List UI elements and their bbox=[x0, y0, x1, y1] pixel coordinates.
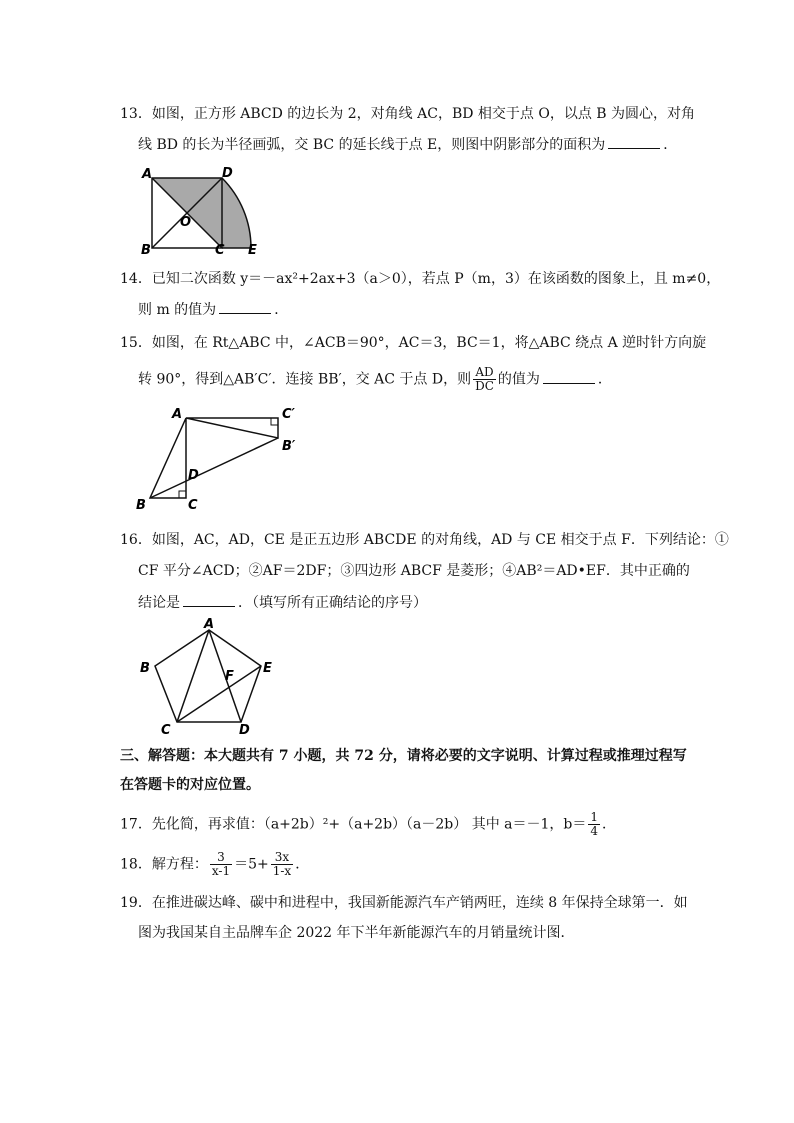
q18-f1-den: x-1 bbox=[211, 864, 231, 878]
answer-blank bbox=[219, 299, 271, 314]
q15-figure bbox=[130, 400, 310, 516]
q18-f2-num: 3x bbox=[271, 851, 293, 865]
q14-text: 则 m 的值为 bbox=[138, 302, 217, 318]
q16-text-b: ．（填写所有正确结论的序号） bbox=[238, 595, 427, 611]
label-e: E bbox=[248, 243, 257, 256]
q13-line1: 13．如图，正方形 ABCD 的边长为 2，对角线 AC，BD 相交于点 O，以点 B 为圆心，对角 bbox=[120, 106, 696, 122]
q15-segment-bb1 bbox=[150, 438, 278, 498]
q17-fraction bbox=[588, 811, 600, 838]
answer-blank bbox=[608, 134, 660, 149]
q13-shaded-region bbox=[152, 178, 251, 248]
label-c: C bbox=[215, 243, 225, 256]
q17-frac-num: 1 bbox=[590, 810, 599, 824]
label-c: C bbox=[188, 498, 198, 513]
label-b-prime: B′ bbox=[282, 439, 296, 454]
label-o: O bbox=[180, 215, 192, 230]
label-b: B bbox=[140, 661, 150, 676]
q15-line2 bbox=[138, 366, 612, 393]
answer-blank bbox=[183, 592, 235, 607]
q18-fraction-2 bbox=[271, 851, 293, 878]
answer-blank bbox=[543, 369, 595, 384]
q19-line2: 图为我国某自主品牌车企 2022 年下半年新能源汽车的月销量统计图． bbox=[138, 925, 575, 941]
section3-heading-line1: 三、解答题：本大题共有 7 小题，共 72 分，请将必要的文字说明、计算过程或推理过程写 bbox=[120, 748, 687, 764]
label-a: A bbox=[142, 167, 153, 182]
q15-text: 转 90°，得到△AB′C′．连接 BB′，交 AC 于点 D，则 bbox=[138, 371, 472, 388]
q15-end: ． bbox=[597, 371, 612, 388]
q18-f2-den: 1-x bbox=[272, 864, 292, 878]
q15-right-angle-c1 bbox=[271, 418, 278, 425]
q18-mid: ＝5+ bbox=[234, 856, 269, 873]
q16-line2: CF 平分∠ACD；②AF＝2DF；③四边形 ABCF 是菱形；④AB²＝AD•EF．其中正确的 bbox=[138, 563, 690, 579]
q15-triangle-ab1c1 bbox=[186, 418, 278, 438]
q13-text: 线 BD 的长为半径画弧，交 BC 的延长线于点 E，则图中阴影部分的面积为 bbox=[138, 137, 606, 153]
label-d: D bbox=[222, 166, 233, 181]
q16-line1: 16．如图，AC，AD，CE 是正五边形 ABCDE 的对角线，AD 与 CE 相交于点 F．下列结论：① bbox=[120, 532, 729, 548]
q14-end: ． bbox=[274, 302, 289, 318]
q15-frac-den: DC bbox=[475, 379, 494, 393]
label-d: D bbox=[188, 468, 199, 483]
q18-line bbox=[120, 851, 309, 878]
q15-frac-num: AD bbox=[473, 366, 496, 380]
q17-frac-den: 4 bbox=[590, 824, 599, 838]
label-a: A bbox=[172, 407, 183, 422]
q13-figure bbox=[138, 164, 268, 256]
q15-line1: 15．如图，在 Rt△ABC 中，∠ACB＝90°，AC＝3，BC＝1，将△ABC 绕点 A 逆时针方向旋 bbox=[120, 335, 707, 351]
q13-line2 bbox=[138, 134, 677, 155]
label-c-prime: C′ bbox=[282, 407, 295, 422]
q17-end: ． bbox=[602, 816, 617, 833]
q15-triangle-abc bbox=[150, 418, 186, 498]
label-a: A bbox=[204, 617, 215, 632]
q18-end: ． bbox=[295, 856, 310, 873]
q16-text: 结论是 bbox=[138, 595, 180, 611]
q14-line2 bbox=[138, 299, 288, 320]
q19-line1: 19．在推进碳达峰、碳中和进程中，我国新能源汽车产销两旺，连续 8 年保持全球第一．如 bbox=[120, 895, 688, 911]
q18-prefix: 18．解方程： bbox=[120, 856, 208, 873]
q16-figure bbox=[135, 616, 285, 738]
label-b: B bbox=[141, 243, 151, 256]
q13-end: ． bbox=[663, 137, 678, 153]
q17-line bbox=[120, 811, 616, 838]
q18-f1-num: 3 bbox=[210, 851, 232, 865]
q16-diagonal-ce bbox=[177, 666, 261, 722]
q15-right-angle-c bbox=[179, 491, 186, 498]
label-f: F bbox=[225, 669, 234, 684]
label-e: E bbox=[263, 661, 272, 676]
q14-line1: 14．已知二次函数 y＝－ax²+2ax+3（a＞0），若点 P（m，3）在该函数的图象上，且 m≠0， bbox=[120, 271, 721, 287]
q15-fraction bbox=[473, 366, 496, 393]
q16-diagonal-ac bbox=[177, 630, 209, 722]
label-d: D bbox=[239, 723, 250, 738]
q17-text: 17．先化简，再求值：（a+2b）²+（a+2b）（a－2b） 其中 a＝－1，b＝ bbox=[120, 816, 587, 833]
q18-fraction-1 bbox=[210, 851, 232, 878]
section3-heading-line2: 在答题卡的对应位置。 bbox=[120, 777, 260, 793]
q15-text-b: 的值为 bbox=[497, 371, 540, 388]
label-b: B bbox=[136, 498, 146, 513]
q16-line3 bbox=[138, 592, 427, 613]
label-c: C bbox=[161, 723, 171, 738]
